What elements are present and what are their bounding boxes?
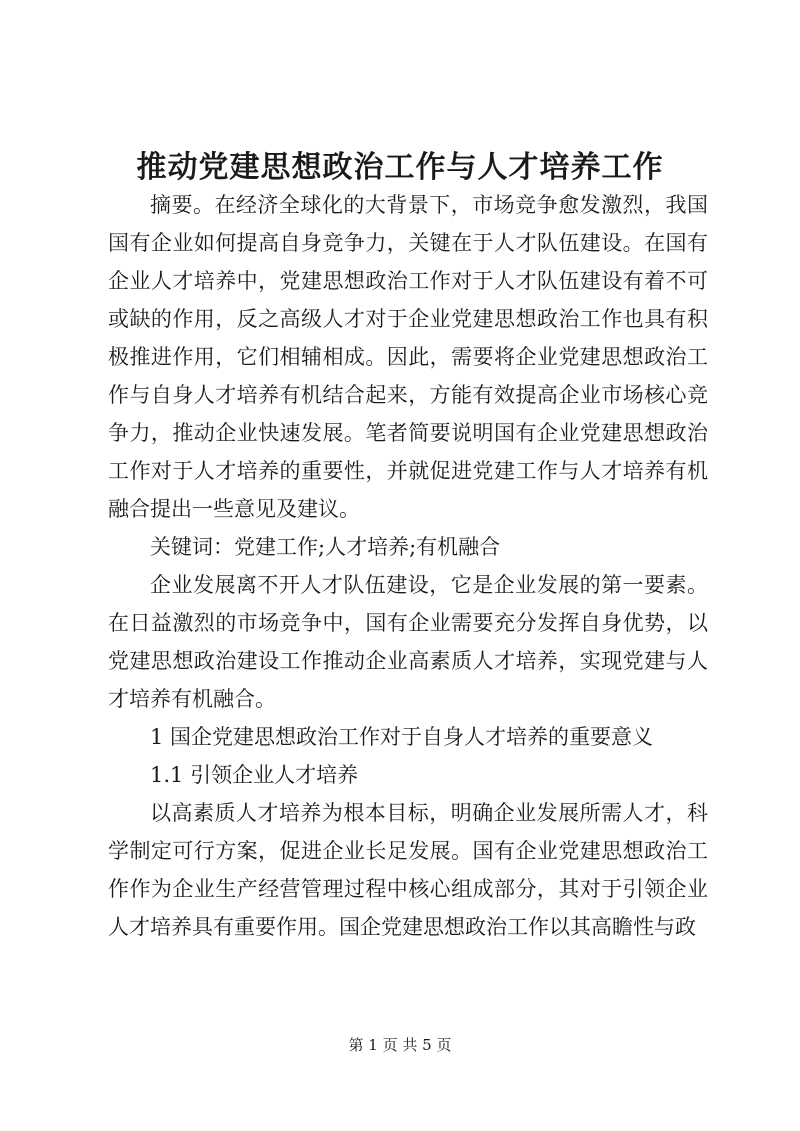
document-body: [108, 186, 708, 946]
section-heading-1: 1 国企党建思想政治工作对于自身人才培养的重要意义: [150, 725, 654, 749]
document-title: 推动党建思想政治工作与人才培养工作: [136, 150, 664, 185]
subsection-heading-1-1: 1.1 引领企业人才培养: [150, 763, 359, 787]
keywords-paragraph: 关键词：党建工作;人才培养;有机融合: [150, 535, 501, 559]
body-paragraph: 以高素质人才培养为根本目标，明确企业发展所需人才，科学制定可行方案，促进企业长足发展。国有企业党建思想政治工作作为企业生产经营管理过程中核心组成部分，其对于引领企业人才培养具有重要作用。国企党建思想政治工作以其高瞻性与政: [108, 801, 708, 939]
intro-paragraph: 企业发展离不开人才队伍建设，它是企业发展的第一要素。在日益激烈的市场竞争中，国有企业需要充分发挥自身优势，以党建思想政治建设工作推动企业高素质人才培养，实现党建与人才培养有机融合。: [108, 573, 708, 711]
abstract-paragraph: 摘要。在经济全球化的大背景下，市场竞争愈发激烈，我国国有企业如何提高自身竞争力，关键在于人才队伍建设。在国有企业人才培养中，党建思想政治工作对于人才队伍建设有着不可或缺的作用，反之高级人才对于企业党建思想政治工作也具有积极推进作用，它们相辅相成。因此，需要将企业党建思想政治工作与自身人才培养有机结合起来，方能有效提高企业市场核心竞争力，推动企业快速发展。笔者简要说明国有企业党建思想政治工作对于人才培养的重要性，并就促进党建工作与人才培养有机融合提出一些意见及建议。: [108, 193, 708, 521]
page-footer: 第 1 页 共 5 页: [348, 1036, 452, 1054]
